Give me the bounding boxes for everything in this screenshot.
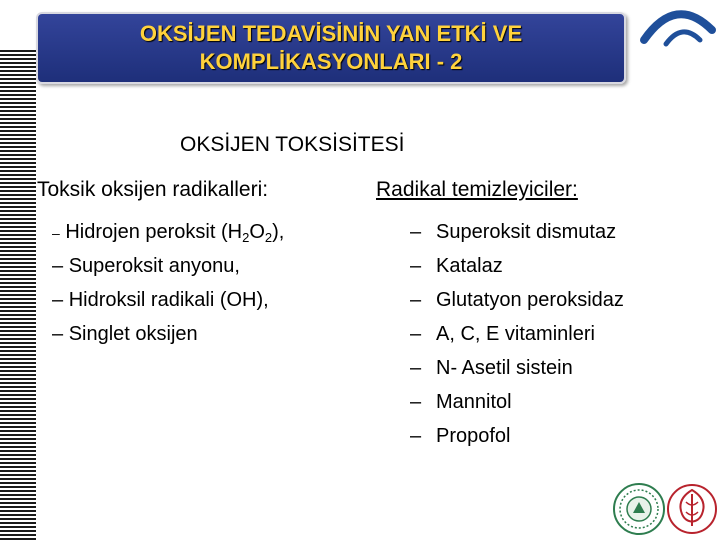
faculty-emblem-icon <box>666 482 718 536</box>
title-line-2: KOMPLİKASYONLARI - 2 <box>199 49 463 74</box>
left-list-item <box>52 289 269 312</box>
dash: – <box>52 225 60 241</box>
item-text-mid: O <box>249 221 265 243</box>
right-list-item: Mannitol <box>436 391 512 413</box>
right-list-item: Glutatyon peroksidaz <box>436 289 624 311</box>
title-line-1: OKSİJEN TEDAVİSİNİN YAN ETKİ VE <box>139 21 523 46</box>
item-text-post: ), <box>272 221 285 243</box>
dash: – <box>52 323 64 345</box>
dash: – <box>410 323 422 345</box>
right-list-item: Propofol <box>436 425 511 447</box>
dash: – <box>52 255 64 277</box>
university-seal-icon <box>612 482 666 536</box>
dash: – <box>410 425 422 447</box>
right-list-item: Superoksit dismutaz <box>436 221 617 243</box>
dash: – <box>410 221 422 243</box>
subtitle: OKSİJEN TOKSİSİTESİ <box>180 133 405 156</box>
left-column-heading: Toksik oksijen radikalleri: <box>37 178 269 201</box>
dash: – <box>52 289 64 311</box>
left-list-item <box>52 221 284 245</box>
right-column-heading: Radikal temizleyiciler: <box>376 178 578 201</box>
dash: – <box>410 391 422 413</box>
left-list-item <box>52 323 198 346</box>
right-list-item: A, C, E vitaminleri <box>436 323 595 345</box>
item-text-pre: Hidrojen peroksit (H <box>65 221 243 243</box>
item-text: Superoksit anyonu, <box>68 255 240 277</box>
item-text: Singlet oksijen <box>68 323 198 345</box>
subscript-2: 2 <box>264 230 273 245</box>
decorative-side-stripe <box>0 50 36 540</box>
blue-arc-icon <box>636 0 720 50</box>
dash: – <box>410 255 422 277</box>
title-banner <box>36 12 626 84</box>
right-list-item: Katalaz <box>436 255 503 277</box>
item-text: Hidroksil radikali (OH), <box>68 289 269 311</box>
dash: – <box>410 289 422 311</box>
left-list-item <box>52 255 240 278</box>
right-list-item: N- Asetil sistein <box>436 357 573 379</box>
subscript-2: 2 <box>242 230 250 245</box>
dash: – <box>410 357 422 379</box>
